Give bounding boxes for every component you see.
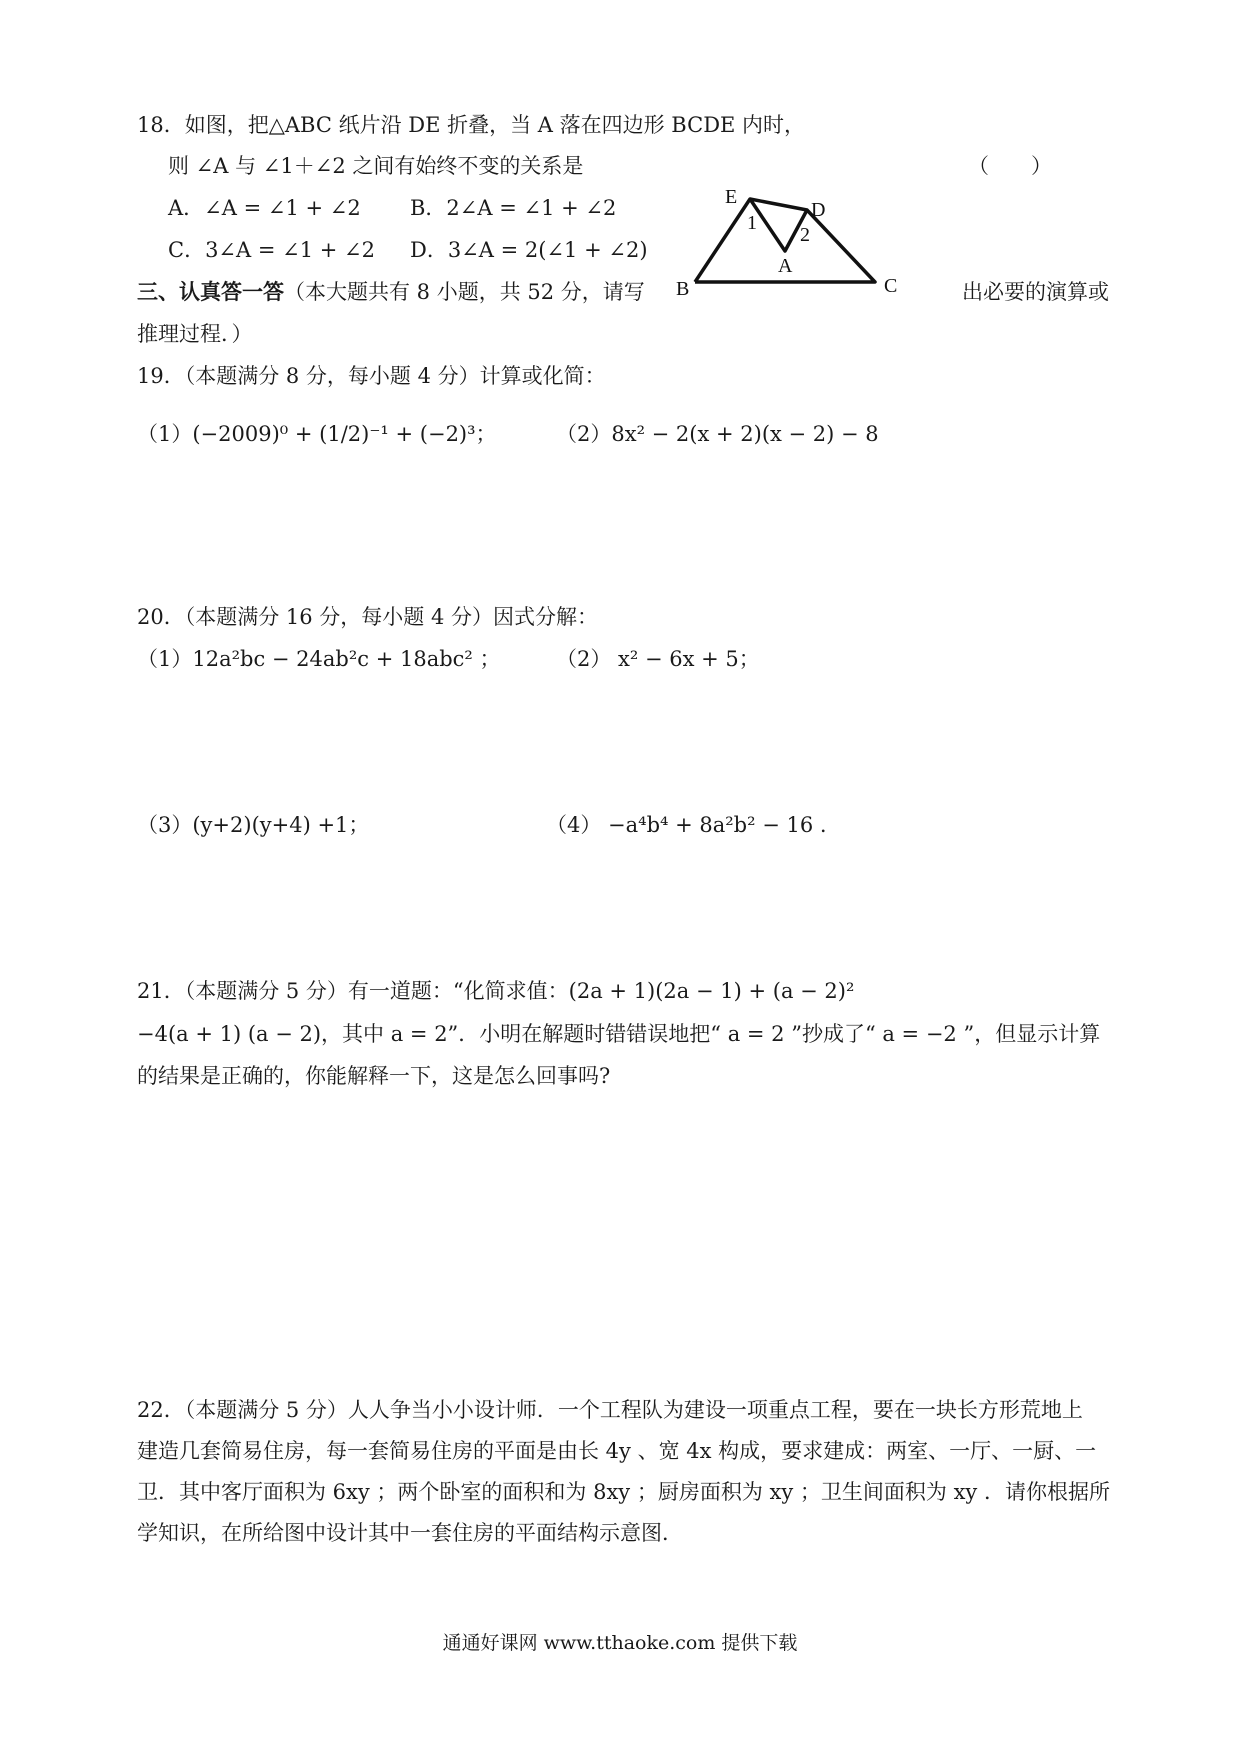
q21-line1: 21．（本题满分 5 分）有一道题：“化简求值：(2a + 1)(2a − 1) + (a − 2)²: [137, 979, 855, 1003]
q19-part2: （2）8x² − 2(x + 2)(x − 2) − 8: [556, 422, 879, 446]
label-d: D: [811, 199, 826, 221]
q22-line4: 学知识，在所给图中设计其中一套住房的平面结构示意图．: [137, 1521, 683, 1545]
q18-option-d: D．3∠A = 2(∠1 + ∠2): [410, 238, 648, 262]
q18-option-a: A．∠A = ∠1 + ∠2: [168, 196, 361, 220]
label-e: E: [725, 186, 738, 208]
label-2: 2: [800, 224, 810, 246]
q20-part4: （4） −a⁴b⁴ + 8a²b² − 16 .: [546, 813, 827, 837]
q18-option-c: C．3∠A = ∠1 + ∠2: [168, 238, 375, 262]
label-c: C: [884, 275, 898, 297]
q20-part3: （3）(y+2)(y+4) +1；: [137, 813, 370, 837]
q22-line3: 卫．其中客厅面积为 6xy ；两个卧室的面积和为 8xy ；厨房面积为 xy ；卫生间面积为 xy ．请你根据所: [137, 1480, 1110, 1504]
section3-line2: 推理过程．）: [137, 322, 253, 346]
label-a: A: [778, 255, 793, 277]
q18-option-b: B．2∠A = ∠1 + ∠2: [410, 196, 617, 220]
page-footer: 通通好课网 www.tthaoke.com 提供下载: [442, 1632, 798, 1654]
q22-line2: 建造几套简易住房，每一套简易住房的平面是由长 4y 、宽 4x 构成，要求建成：两室、一厅、一厨、一: [137, 1439, 1097, 1463]
q19-header: 19．（本题满分 8 分，每小题 4 分）计算或化简：: [137, 364, 606, 388]
section3-desc-left: （本大题共有 8 小题，共 52 分，请写: [284, 280, 645, 304]
q18-answer-paren: （ ）: [968, 154, 1052, 178]
q18-line1: 18．如图，把△ABC 纸片沿 DE 折叠，当 A 落在四边形 BCDE 内时，: [137, 113, 806, 137]
q21-line2: −4(a + 1) (a − 2)，其中 a = 2”．小明在解题时错错误地把“ a = 2 ”抄成了“ a = −2 ”，但显示计算: [137, 1022, 1101, 1046]
q20-part1: （1）12a²bc − 24ab²c + 18abc² ；: [137, 647, 501, 671]
label-b: B: [676, 278, 690, 300]
label-1: 1: [747, 212, 757, 234]
q22-line1: 22．（本题满分 5 分）人人争当小小设计师．一个工程队为建设一项重点工程，要在一块长方形荒地上: [137, 1398, 1083, 1422]
q19-part1: （1）(−2009)⁰ + (1/2)⁻¹ + (−2)³；: [137, 422, 497, 446]
section3-header: [137, 278, 645, 306]
q21-line3: 的结果是正确的，你能解释一下，这是怎么回事吗?: [137, 1064, 611, 1088]
section3-desc-right: 出必要的演算或: [962, 280, 1109, 304]
q18-line2: 则 ∠A 与 ∠1＋∠2 之间有始终不变的关系是: [168, 154, 584, 178]
section3-title: 三、认真答一答: [137, 279, 284, 304]
fold-triangle-figure: [670, 185, 910, 300]
q20-part2: （2） x² − 6x + 5；: [556, 647, 760, 671]
q20-header: 20．（本题满分 16 分，每小题 4 分）因式分解：: [137, 605, 599, 629]
